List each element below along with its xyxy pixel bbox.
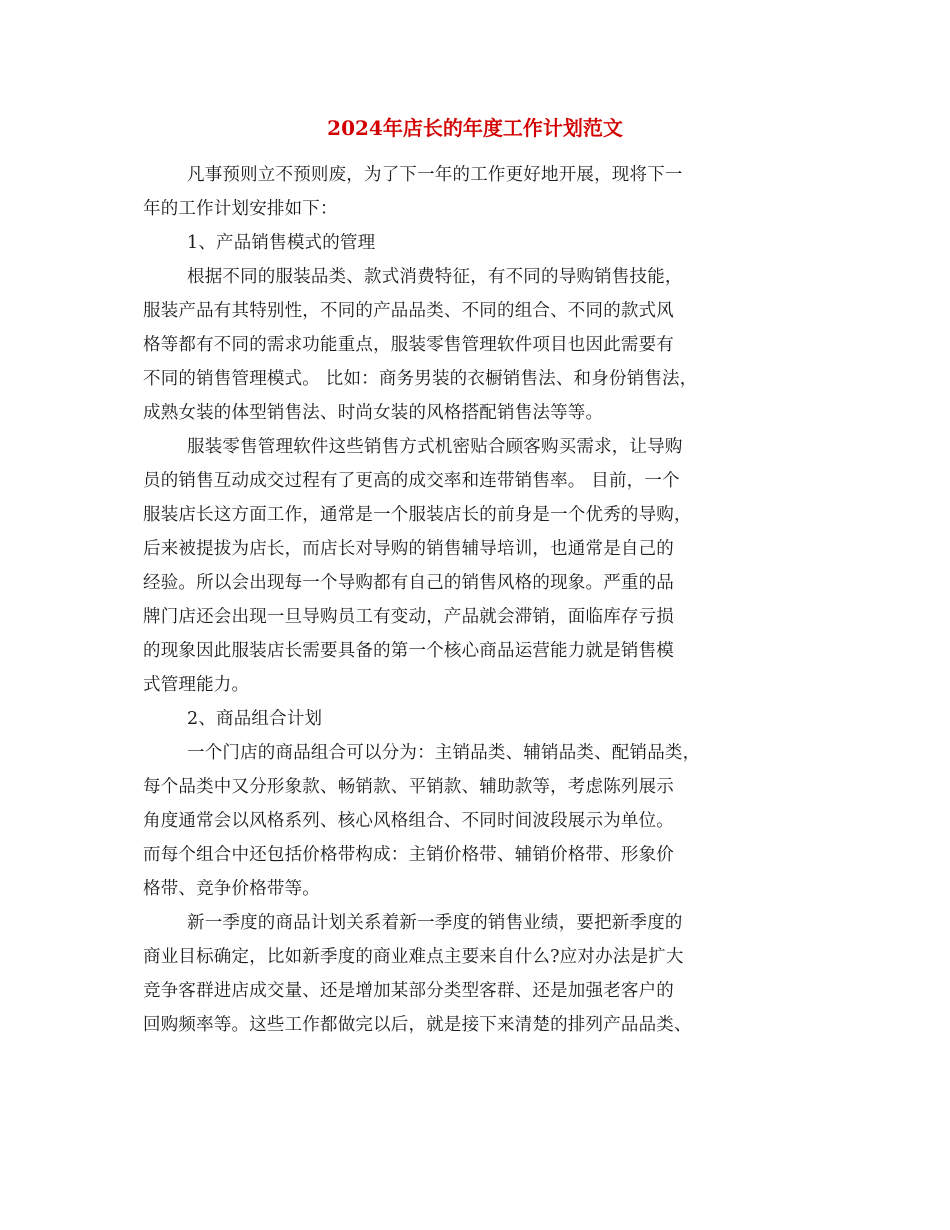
text-line: 一个门店的商品组合可以分为：主销品类、辅销品类、配销品类， [187, 743, 701, 763]
text-line: 1、产品销售模式的管理 [187, 233, 376, 253]
document-title: 2024年店长的年度工作计划范文 [327, 116, 623, 140]
text-line: 不同的销售管理模式。 比如：商务男装的衣橱销售法、和身份销售法， [143, 369, 698, 389]
text-line: 而每个组合中还包括价格带构成：主销价格带、辅销价格带、形象价 [143, 845, 674, 865]
text-line: 新一季度的商品计划关系着新一季度的销售业绩，要把新季度的 [187, 913, 683, 933]
text-line: 经验。所以会出现每一个导购都有自己的销售风格的现象。严重的品 [143, 573, 674, 593]
text-line: 成熟女装的体型销售法、时尚女装的风格搭配销售法等等。 [143, 403, 604, 423]
text-line: 竞争客群进店成交量、还是增加某部分类型客群、还是加强老客户的 [143, 981, 674, 1001]
text-line: 员的销售互动成交过程有了更高的成交率和连带销售率。 目前，一个 [143, 471, 680, 491]
text-line: 2、商品组合计划 [187, 709, 323, 729]
text-line: 根据不同的服装品类、款式消费特征，有不同的导购销售技能， [187, 267, 683, 287]
text-line: 格等都有不同的需求功能重点，服装零售管理软件项目也因此需要有 [143, 335, 674, 355]
text-line: 角度通常会以风格系列、核心风格组合、不同时间波段展示为单位。 [143, 811, 674, 831]
text-line: 年的工作计划安排如下： [143, 199, 338, 219]
text-line: 服装店长这方面工作，通常是一个服装店长的前身是一个优秀的导购， [143, 505, 692, 525]
text-line: 式管理能力。 [143, 675, 250, 695]
text-line: 的现象因此服装店长需要具备的第一个核心商品运营能力就是销售模 [143, 641, 674, 661]
text-line: 服装零售管理软件这些销售方式机密贴合顾客购买需求，让导购 [187, 437, 683, 457]
document-body [143, 158, 818, 1042]
text-line: 回购频率等。这些工作都做完以后，就是接下来清楚的排列产品品类、 [143, 1015, 692, 1035]
text-line: 每个品类中又分形象款、畅销款、平销款、辅助款等，考虑陈列展示 [143, 777, 674, 797]
text-line: 后来被提拔为店长，而店长对导购的销售辅导培训，也通常是自己的 [143, 539, 674, 559]
text-line: 格带、竞争价格带等。 [143, 879, 320, 899]
text-line: 凡事预则立不预则废，为了下一年的工作更好地开展，现将下一 [187, 165, 683, 185]
text-line: 服装产品有其特别性，不同的产品品类、不同的组合、不同的款式风 [143, 301, 674, 321]
text-line: 牌门店还会出现一旦导购员工有变动，产品就会滞销，面临库存亏损 [143, 607, 674, 627]
text-line: 商业目标确定，比如新季度的商业难点主要来自什么?应对办法是扩大 [143, 947, 684, 967]
